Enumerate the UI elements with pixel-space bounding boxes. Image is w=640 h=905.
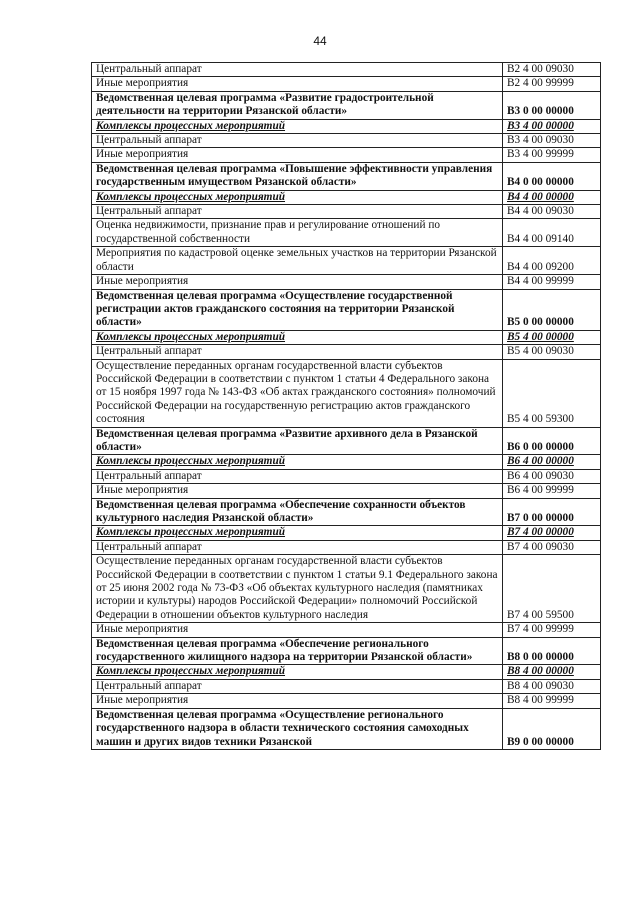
row-name: Центральный аппарат — [92, 134, 503, 148]
row-code: В7 4 00 59500 — [503, 555, 601, 623]
row-name: Ведомственная целевая программа «Развитие градостроительной деятельности на территории Рязанской области» — [92, 91, 503, 119]
row-code: В8 4 00 09030 — [503, 679, 601, 693]
table-row — [92, 469, 601, 483]
program-row — [92, 162, 601, 190]
row-name: Комплексы процессных мероприятий — [92, 330, 503, 344]
row-code: В4 4 00 09200 — [503, 247, 601, 275]
page-number: 44 — [313, 34, 327, 48]
row-code: В7 4 00 00000 — [503, 526, 601, 540]
program-row — [92, 289, 601, 330]
row-name: Оценка недвижимости, признание прав и регулирование отношений по государственной собственности — [92, 219, 503, 247]
row-code: В3 4 00 99999 — [503, 148, 601, 162]
row-name: Комплексы процессных мероприятий — [92, 455, 503, 469]
row-name: Ведомственная целевая программа «Осуществление регионального государственного надзора в области технического состояния самоходных машин и других видов техники Рязанской — [92, 708, 503, 749]
row-name: Центральный аппарат — [92, 469, 503, 483]
row-code: В5 4 00 59300 — [503, 359, 601, 427]
table-row — [92, 134, 601, 148]
row-name: Иные мероприятия — [92, 77, 503, 91]
complex-row — [92, 190, 601, 204]
row-name: Центральный аппарат — [92, 345, 503, 359]
row-code: В4 4 00 09030 — [503, 205, 601, 219]
table-row — [92, 63, 601, 77]
table-row — [92, 484, 601, 498]
row-name: Ведомственная целевая программа «Обеспечение регионального государственного жилищного надзора на территории Рязанской области» — [92, 637, 503, 665]
row-code: В8 4 00 00000 — [503, 665, 601, 679]
row-name: Мероприятия по кадастровой оценке земельных участков на территории Рязанской области — [92, 247, 503, 275]
row-name: Центральный аппарат — [92, 205, 503, 219]
complex-row — [92, 665, 601, 679]
row-code: В6 4 00 09030 — [503, 469, 601, 483]
table-row — [92, 247, 601, 275]
complex-row — [92, 330, 601, 344]
program-row — [92, 427, 601, 455]
table-row — [92, 623, 601, 637]
table-row — [92, 205, 601, 219]
row-code: В4 4 00 09140 — [503, 219, 601, 247]
row-code: В8 0 00 00000 — [503, 637, 601, 665]
table-row — [92, 345, 601, 359]
row-code: В2 4 00 09030 — [503, 63, 601, 77]
row-name: Комплексы процессных мероприятий — [92, 119, 503, 133]
row-name: Ведомственная целевая программа «Повышение эффективности управления государственным имуществом Рязанской области» — [92, 162, 503, 190]
row-code: В8 4 00 99999 — [503, 694, 601, 708]
row-name: Комплексы процессных мероприятий — [92, 190, 503, 204]
table-row — [92, 219, 601, 247]
row-code: В6 4 00 00000 — [503, 455, 601, 469]
row-code: В9 0 00 00000 — [503, 708, 601, 749]
row-name: Иные мероприятия — [92, 484, 503, 498]
row-name: Ведомственная целевая программа «Обеспечение сохранности объектов культурного наследия Рязанской области» — [92, 498, 503, 526]
row-code: В7 4 00 99999 — [503, 623, 601, 637]
row-name: Иные мероприятия — [92, 694, 503, 708]
row-code: В2 4 00 99999 — [503, 77, 601, 91]
complex-row — [92, 119, 601, 133]
table-row — [92, 77, 601, 91]
row-code: В7 0 00 00000 — [503, 498, 601, 526]
row-code: В7 4 00 09030 — [503, 540, 601, 554]
program-row — [92, 637, 601, 665]
row-code: В6 4 00 99999 — [503, 484, 601, 498]
table-row — [92, 679, 601, 693]
row-code: В3 0 00 00000 — [503, 91, 601, 119]
row-code: В6 0 00 00000 — [503, 427, 601, 455]
row-code: В3 4 00 00000 — [503, 119, 601, 133]
row-code: В5 4 00 00000 — [503, 330, 601, 344]
row-code: В4 4 00 00000 — [503, 190, 601, 204]
table-row — [92, 555, 601, 623]
row-name: Ведомственная целевая программа «Осуществление государственной регистрации актов гражданского состояния на территории Рязанской области» — [92, 289, 503, 330]
program-row — [92, 708, 601, 749]
table-row — [92, 275, 601, 289]
row-name: Осуществление переданных органам государственной власти субъектов Российской Федерации в соответствии с пунктом 1 статьи 4 Федерального закона от 15 ноября 1997 года № 143-ФЗ «Об актах гражданского состояния» полномочий Российской Федерации на государственную регистрацию актов гражданского состояния — [92, 359, 503, 427]
row-name: Осуществление переданных органам государственной власти субъектов Российской Федерации в соответствии с пунктом 1 статьи 9.1 Федерального закона от 25 июня 2002 года № 73-ФЗ «Об объектах культурного наследия (памятниках истории и культуры) народов Российской Федерации» полномочий Российской Федерации в отношении объектов культурного наследия — [92, 555, 503, 623]
budget-classification-table — [91, 62, 601, 750]
table-row — [92, 148, 601, 162]
row-code: В4 0 00 00000 — [503, 162, 601, 190]
row-name: Иные мероприятия — [92, 148, 503, 162]
row-code: В5 4 00 09030 — [503, 345, 601, 359]
row-name: Иные мероприятия — [92, 623, 503, 637]
row-code: В5 0 00 00000 — [503, 289, 601, 330]
row-name: Центральный аппарат — [92, 63, 503, 77]
row-name: Комплексы процессных мероприятий — [92, 526, 503, 540]
row-name: Комплексы процессных мероприятий — [92, 665, 503, 679]
complex-row — [92, 455, 601, 469]
table-row — [92, 694, 601, 708]
row-code: В4 4 00 99999 — [503, 275, 601, 289]
row-name: Ведомственная целевая программа «Развитие архивного дела в Рязанской области» — [92, 427, 503, 455]
table-body — [92, 63, 601, 750]
program-row — [92, 498, 601, 526]
row-name: Иные мероприятия — [92, 275, 503, 289]
row-name: Центральный аппарат — [92, 679, 503, 693]
row-name: Центральный аппарат — [92, 540, 503, 554]
table-row — [92, 359, 601, 427]
program-row — [92, 91, 601, 119]
complex-row — [92, 526, 601, 540]
row-code: В3 4 00 09030 — [503, 134, 601, 148]
table-row — [92, 540, 601, 554]
